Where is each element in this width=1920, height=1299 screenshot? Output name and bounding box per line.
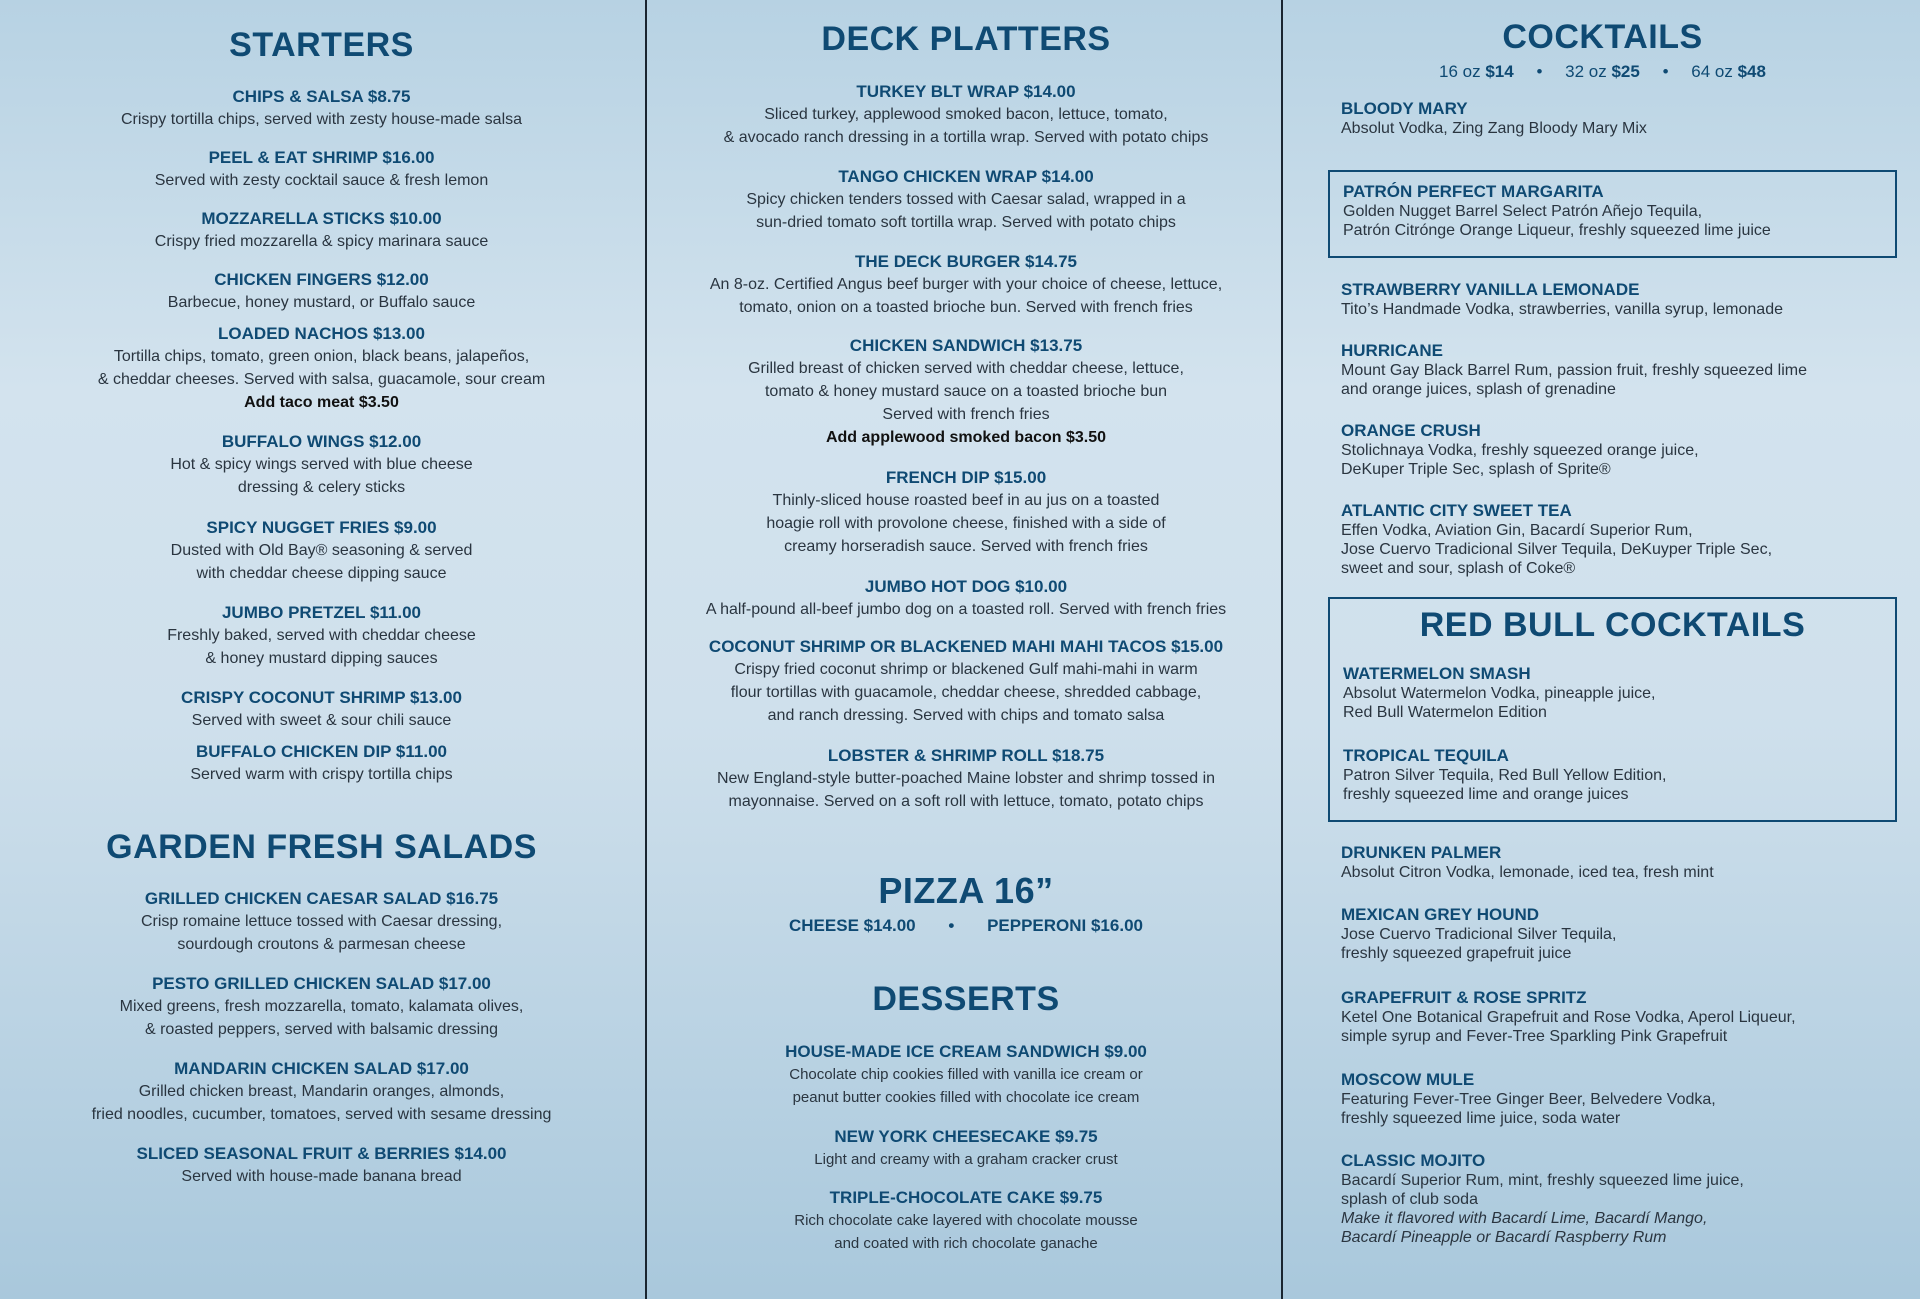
item-name: MANDARIN CHICKEN SALAD $17.00 <box>174 1059 469 1078</box>
menu-item <box>0 147 643 192</box>
menu-item <box>647 745 1285 813</box>
item-name: WATERMELON SMASH <box>1343 664 1531 683</box>
item-desc: Freshly baked, served with cheddar cheese <box>167 627 476 644</box>
item-name: PESTO GRILLED CHICKEN SALAD $17.00 <box>152 974 491 993</box>
item-desc: Grilled chicken breast, Mandarin oranges, almonds, <box>138 1083 505 1100</box>
item-desc: sun-dried tomato soft tortilla wrap. Served with potato chips <box>756 214 1176 231</box>
item-name: JUMBO HOT DOG $10.00 <box>864 577 1068 596</box>
item-desc: Jose Cuervo Tradicional Silver Tequila, <box>1341 926 1617 943</box>
item-desc: flour tortillas with guacamole, cheddar cheese, shredded cabbage, <box>730 684 1202 701</box>
item-desc: Thinly-sliced house roasted beef in au jus on a toasted <box>772 492 1160 509</box>
menu-item <box>647 1126 1285 1171</box>
item-name: GRAPEFRUIT & ROSE SPRITZ <box>1341 988 1587 1007</box>
item-desc: Spicy chicken tenders tossed with Caesar salad, wrapped in a <box>746 191 1186 208</box>
bullet: • <box>948 916 955 935</box>
item-desc: and coated with rich chocolate ganache <box>834 1235 1098 1252</box>
menu-item <box>1341 988 1796 1046</box>
item-addon: Add taco meat $3.50 <box>244 394 399 411</box>
item-name: JUMBO PRETZEL $11.00 <box>221 603 422 622</box>
item-desc: Tortilla chips, tomato, green onion, black beans, jalapeños, <box>113 348 530 365</box>
item-desc: Mixed greens, fresh mozzarella, tomato, kalamata olives, <box>119 998 524 1015</box>
item-desc: Crispy fried mozzarella & spicy marinara sauce <box>154 233 489 250</box>
menu-item <box>1341 421 1699 479</box>
item-name: TRIPLE-CHOCOLATE CAKE $9.75 <box>829 1188 1103 1207</box>
item-desc: Featuring Fever-Tree Ginger Beer, Belvedere Vodka, <box>1341 1091 1716 1108</box>
cocktails-title: COCKTAILS <box>1502 18 1703 56</box>
size-price: $48 <box>1737 62 1766 81</box>
item-desc: Jose Cuervo Tradicional Silver Tequila, DeKuyper Triple Sec, <box>1341 541 1773 558</box>
bullet: • <box>1536 62 1543 81</box>
desserts-title: DESSERTS <box>872 980 1060 1018</box>
item-desc: Served with sweet & sour chili sauce <box>191 712 452 729</box>
menu-item <box>647 81 1285 149</box>
red-bull-title: RED BULL COCKTAILS <box>1419 606 1806 644</box>
size-price: $14 <box>1485 62 1514 81</box>
item-desc: Tito’s Handmade Vodka, strawberries, vanilla syrup, lemonade <box>1341 301 1783 318</box>
item-desc: Mount Gay Black Barrel Rum, passion fruit, freshly squeezed lime <box>1341 362 1807 379</box>
size-label: 64 oz <box>1691 62 1733 81</box>
item-desc: & cheddar cheeses. Served with salsa, guacamole, sour cream <box>97 371 546 388</box>
menu-item <box>1343 664 1655 722</box>
menu-item <box>647 251 1285 319</box>
item-desc: peanut butter cookies filled with chocolate ice cream <box>792 1089 1140 1106</box>
menu-item <box>0 86 643 131</box>
item-desc: An 8-oz. Certified Angus beef burger with your choice of cheese, lettuce, <box>709 276 1223 293</box>
item-desc: sourdough croutons & parmesan cheese <box>177 936 466 953</box>
item-name: GRILLED CHICKEN CAESAR SALAD $16.75 <box>144 889 499 908</box>
item-desc: Served with zesty cocktail sauce & fresh lemon <box>154 172 489 189</box>
item-name: CHICKEN SANDWICH $13.75 <box>849 336 1083 355</box>
item-desc: Dusted with Old Bay® seasoning & served <box>170 542 473 559</box>
menu-item <box>647 576 1285 621</box>
menu-item <box>1341 99 1647 138</box>
menu-item <box>1343 746 1666 804</box>
menu-item <box>0 973 643 1041</box>
menu-item <box>0 1143 643 1188</box>
item-desc: Chocolate chip cookies filled with vanilla ice cream or <box>789 1066 1143 1083</box>
cocktails-column <box>1285 0 1920 1299</box>
menu-item <box>647 166 1285 234</box>
item-desc: & avocado ranch dressing in a tortilla wrap. Served with potato chips <box>723 129 1209 146</box>
item-desc: Light and creamy with a graham cracker crust <box>814 1151 1118 1168</box>
menu-item <box>0 517 643 585</box>
item-name: CLASSIC MOJITO <box>1341 1151 1486 1170</box>
item-desc: Crispy fried coconut shrimp or blackened Gulf mahi-mahi in warm <box>734 661 1198 678</box>
item-desc: Golden Nugget Barrel Select Patrón Añejo Tequila, <box>1343 203 1703 220</box>
item-desc: freshly squeezed lime juice, soda water <box>1341 1110 1621 1127</box>
menu-item <box>0 269 643 314</box>
menu-item <box>0 1058 643 1126</box>
platters-pizza-desserts-column <box>645 0 1283 1299</box>
menu-item <box>0 741 643 786</box>
item-desc: Served with house-made banana bread <box>181 1168 462 1185</box>
item-desc: Served warm with crispy tortilla chips <box>190 766 453 783</box>
item-name: BUFFALO CHICKEN DIP $11.00 <box>196 742 447 761</box>
item-desc: & honey mustard dipping sauces <box>205 650 438 667</box>
item-name: BLOODY MARY <box>1341 99 1468 118</box>
size-price: $25 <box>1611 62 1640 81</box>
item-desc: Ketel One Botanical Grapefruit and Rose Vodka, Aperol Liqueur, <box>1341 1009 1796 1026</box>
item-name: TROPICAL TEQUILA <box>1343 746 1509 765</box>
item-name: COCONUT SHRIMP OR BLACKENED MAHI MAHI TACOS $15.00 <box>708 637 1224 656</box>
item-name: LOBSTER & SHRIMP ROLL $18.75 <box>827 746 1105 765</box>
item-name: MEXICAN GREY HOUND <box>1341 905 1540 924</box>
menu-item <box>0 687 643 732</box>
menu-item <box>1341 1070 1716 1128</box>
item-desc: Red Bull Watermelon Edition <box>1343 704 1547 721</box>
item-name: NEW YORK CHEESECAKE $9.75 <box>834 1127 1098 1146</box>
item-desc: Bacardí Superior Rum, mint, freshly squeezed lime juice, <box>1341 1172 1744 1189</box>
item-desc: A half-pound all-beef jumbo dog on a toasted roll. Served with french fries <box>705 601 1227 618</box>
item-desc: Stolichnaya Vodka, freshly squeezed orange juice, <box>1341 442 1699 459</box>
cocktail-sizes <box>1285 62 1920 82</box>
item-desc: and orange juices, splash of grenadine <box>1341 381 1616 398</box>
item-desc: and ranch dressing. Served with chips and tomato salsa <box>767 707 1165 724</box>
pizza-cheese: CHEESE $14.00 <box>789 916 916 935</box>
item-desc: freshly squeezed lime and orange juices <box>1343 786 1629 803</box>
item-name: DRUNKEN PALMER <box>1341 843 1502 862</box>
menu-item <box>647 467 1285 558</box>
item-desc: sweet and sour, splash of Coke® <box>1341 560 1576 577</box>
item-name: SLICED SEASONAL FRUIT & BERRIES $14.00 <box>136 1144 507 1163</box>
item-name: STRAWBERRY VANILLA LEMONADE <box>1341 280 1640 299</box>
menu-item <box>647 1187 1285 1255</box>
item-name: PEEL & EAT SHRIMP $16.00 <box>208 148 435 167</box>
item-desc: splash of club soda <box>1341 1191 1478 1208</box>
item-desc: tomato & honey mustard sauce on a toasted brioche bun <box>764 383 1168 400</box>
menu-item <box>0 323 643 414</box>
item-desc: DeKuper Triple Sec, splash of Sprite® <box>1341 461 1611 478</box>
item-desc: Grilled breast of chicken served with cheddar cheese, lettuce, <box>748 360 1184 377</box>
item-desc: Rich chocolate cake layered with chocolate mousse <box>794 1212 1138 1229</box>
item-name: HOUSE-MADE ICE CREAM SANDWICH $9.00 <box>785 1042 1147 1061</box>
menu-item <box>647 1041 1285 1109</box>
item-desc: Patrón Citrónge Orange Liqueur, freshly squeezed lime juice <box>1343 222 1771 239</box>
pizza-title: PIZZA 16” <box>878 870 1054 911</box>
menu-item <box>1341 1151 1744 1247</box>
item-name: FRENCH DIP $15.00 <box>885 468 1047 487</box>
item-desc: Sliced turkey, applewood smoked bacon, lettuce, tomato, <box>764 106 1168 123</box>
item-name: ATLANTIC CITY SWEET TEA <box>1341 501 1572 520</box>
item-addon: Add applewood smoked bacon $3.50 <box>825 429 1107 446</box>
menu-item <box>647 636 1285 727</box>
item-name: PATRÓN PERFECT MARGARITA <box>1343 182 1604 201</box>
item-desc: creamy horseradish sauce. Served with french fries <box>784 538 1148 555</box>
item-desc: hoagie roll with provolone cheese, finished with a side of <box>766 515 1166 532</box>
size-label: 32 oz <box>1565 62 1607 81</box>
item-desc: dressing & celery sticks <box>237 479 406 496</box>
menu-item <box>647 335 1285 449</box>
menu-item <box>1341 280 1783 319</box>
menu-item <box>0 431 643 499</box>
menu-item <box>1341 501 1772 578</box>
item-desc: with cheddar cheese dipping sauce <box>196 565 447 582</box>
item-desc: Absolut Watermelon Vodka, pineapple juice, <box>1343 685 1656 702</box>
item-name: THE DECK BURGER $14.75 <box>854 252 1077 271</box>
item-desc: Served with french fries <box>882 406 1050 423</box>
platters-title: DECK PLATTERS <box>821 20 1111 58</box>
item-desc: tomato, onion on a toasted brioche bun. Served with french fries <box>739 299 1193 316</box>
item-name: MOZZARELLA STICKS $10.00 <box>201 209 442 228</box>
item-name: TURKEY BLT WRAP $14.00 <box>856 82 1076 101</box>
item-name: SPICY NUGGET FRIES $9.00 <box>206 518 437 537</box>
item-desc: Absolut Vodka, Zing Zang Bloody Mary Mix <box>1341 120 1647 137</box>
item-desc: fried noodles, cucumber, tomatoes, served with sesame dressing <box>91 1106 552 1123</box>
pizza-pepperoni: PEPPERONI $16.00 <box>987 916 1143 935</box>
size-label: 16 oz <box>1439 62 1481 81</box>
item-desc: New England-style butter-poached Maine lobster and shrimp tossed in <box>716 770 1216 787</box>
pizza-prices <box>647 915 1285 937</box>
item-desc: Crisp romaine lettuce tossed with Caesar dressing, <box>140 913 503 930</box>
menu-item <box>0 602 643 670</box>
menu-item <box>0 208 643 253</box>
item-name: LOADED NACHOS $13.00 <box>218 324 425 343</box>
bullet: • <box>1662 62 1669 81</box>
item-desc: Effen Vodka, Aviation Gin, Bacardí Superior Rum, <box>1341 522 1693 539</box>
item-name: CHICKEN FINGERS $12.00 <box>214 270 429 289</box>
item-desc: Barbecue, honey mustard, or Buffalo sauce <box>167 294 476 311</box>
menu-item <box>0 888 643 956</box>
menu-item <box>1341 843 1714 882</box>
item-name: TANGO CHICKEN WRAP $14.00 <box>838 167 1094 186</box>
menu-item <box>1343 182 1771 240</box>
item-name: HURRICANE <box>1341 341 1443 360</box>
item-desc: Hot & spicy wings served with blue cheese <box>170 456 473 473</box>
item-desc: Patron Silver Tequila, Red Bull Yellow Edition, <box>1343 767 1667 784</box>
starters-salads-column <box>0 0 643 1299</box>
item-name: CRISPY COCONUT SHRIMP $13.00 <box>181 688 462 707</box>
item-desc: Crispy tortilla chips, served with zesty house-made salsa <box>120 111 523 128</box>
item-desc: Absolut Citron Vodka, lemonade, iced tea, fresh mint <box>1341 864 1714 881</box>
item-desc: mayonnaise. Served on a soft roll with lettuce, tomato, potato chips <box>728 793 1204 810</box>
item-desc: simple syrup and Fever-Tree Sparkling Pink Grapefruit <box>1341 1028 1728 1045</box>
item-name: ORANGE CRUSH <box>1341 421 1481 440</box>
item-desc: & roasted peppers, served with balsamic dressing <box>144 1021 499 1038</box>
menu-item <box>1341 341 1807 399</box>
item-note: Make it flavored with Bacardí Lime, Bacardí Mango, <box>1341 1210 1708 1227</box>
item-note: Bacardí Pineapple or Bacardí Raspberry Rum <box>1341 1229 1667 1246</box>
item-name: CHIPS & SALSA $8.75 <box>232 87 411 106</box>
item-name: BUFFALO WINGS $12.00 <box>221 432 422 451</box>
menu-item <box>1341 905 1616 963</box>
starters-title: STARTERS <box>229 26 414 64</box>
item-desc: freshly squeezed grapefruit juice <box>1341 945 1572 962</box>
salads-title: GARDEN FRESH SALADS <box>106 828 537 866</box>
item-name: MOSCOW MULE <box>1341 1070 1475 1089</box>
